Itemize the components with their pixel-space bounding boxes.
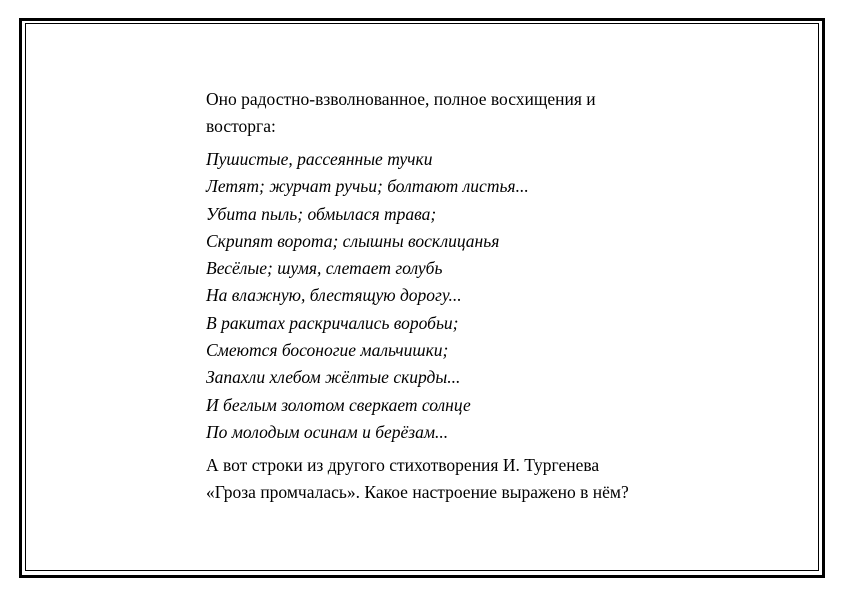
poem-line: И беглым золотом сверкает солнце — [206, 394, 471, 415]
poem-line: Летят; журчат ручьи; болтают листья... — [206, 176, 529, 197]
poem-line: Пушистые, рассеянные тучки — [206, 149, 433, 169]
text-content — [206, 86, 726, 506]
question-line-2: «Гроза промчалась». Какое настроение выражено в нём? — [206, 482, 629, 503]
poem-line: В ракитах раскричались воробьи; — [206, 312, 459, 333]
question-paragraph — [206, 452, 726, 506]
poem-line: На влажную, блестящую дорогу... — [206, 285, 462, 306]
intro-paragraph — [206, 86, 726, 140]
poem-line: Убита пыль; обмылася трава; — [206, 203, 437, 224]
question-line-1: А вот строки из другого стихотворения И. Тургенева — [206, 455, 600, 476]
poem-line: Скрипят ворота; слышны восклицанья — [206, 230, 500, 251]
poem-line: Запахли хлебом жёлтые скирды... — [206, 367, 461, 388]
intro-line-2: восторга: — [206, 116, 276, 136]
poem-line: Смеются босоногие мальчишки; — [206, 340, 449, 361]
poem-quote — [206, 146, 726, 446]
intro-line-1: Оно радостно-взволнованное, полное восхищения и — [206, 89, 596, 109]
poem-line: Весёлые; шумя, слетает голубь — [206, 258, 443, 279]
poem-line: По молодым осинам и берёзам... — [206, 421, 449, 442]
